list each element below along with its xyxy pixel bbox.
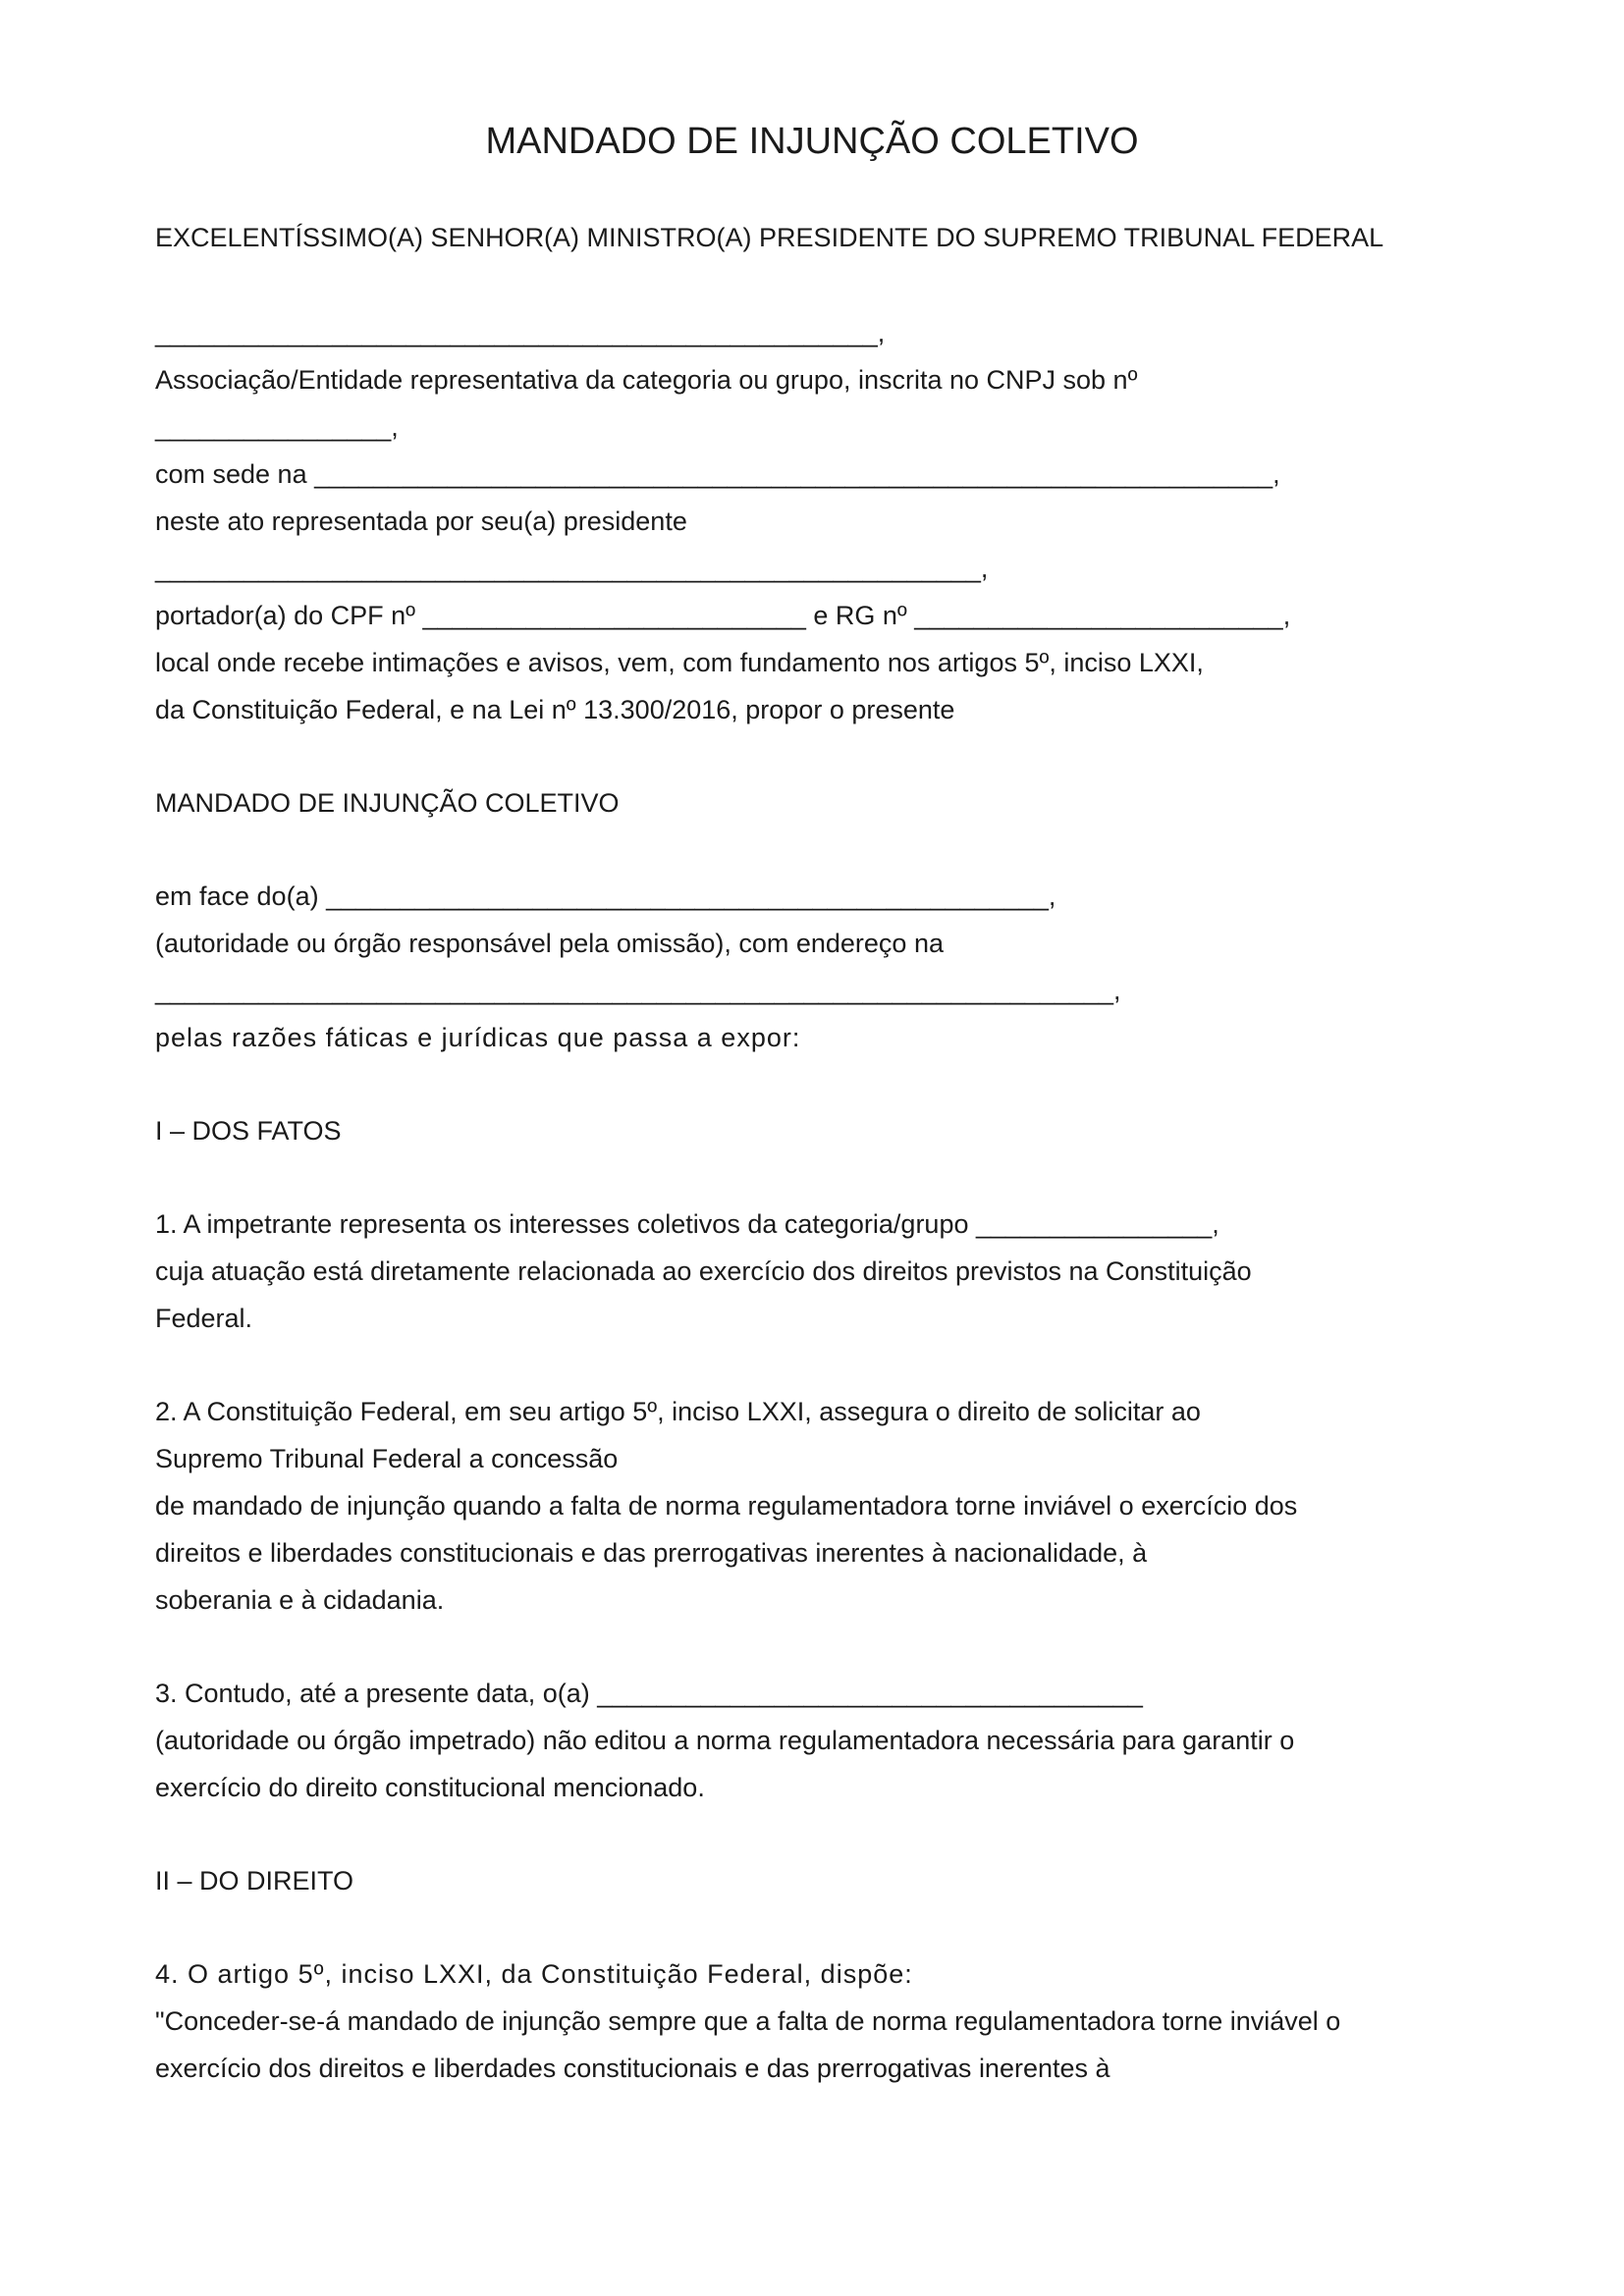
paragraph-4-line-3: exercício dos direitos e liberdades constitucionais e das prerrogativas inerentes à (155, 2054, 1110, 2083)
paragraph-2-line-3: de mandado de injunção quando a falta de norma regulamentadora torne inviável o exercício dos (155, 1491, 1298, 1521)
paragraph-1-line-1: 1. A impetrante representa os interesses coletivos da categoria/grupo ________________, (155, 1209, 1219, 1239)
addressee-line: EXCELENTÍSSIMO(A) SENHOR(A) MINISTRO(A) PRESIDENTE DO SUPREMO TRIBUNAL FEDERAL (155, 223, 1384, 252)
paragraph-4-line-2: "Conceder-se-á mandado de injunção sempre que a falta de norma regulamentadora torne inviável o (155, 2006, 1341, 2036)
legal-basis-line: da Constituição Federal, e na Lei nº 13.300/2016, propor o presente (155, 695, 955, 724)
cnpj-blank: ________________, (155, 412, 399, 442)
action-title-line: MANDADO DE INJUNÇÃO COLETIVO (155, 788, 620, 818)
paragraph-4-line-1: 4. O artigo 5º, inciso LXXI, da Constituição Federal, dispõe: (155, 1959, 913, 1989)
notifications-line: local onde recebe intimações e avisos, vem, com fundamento nos artigos 5º, inciso LXXI, (155, 648, 1204, 677)
representative-name-blank: ________________________________________________________, (155, 554, 989, 583)
paragraph-3-line-3: exercício do direito constitucional mencionado. (155, 1773, 705, 1802)
reasons-line: pelas razões fáticas e jurídicas que passa a expor: (155, 1023, 801, 1052)
headquarters-line: com sede na _________________________________________________________________, (155, 459, 1280, 489)
paragraph-1-line-3: Federal. (155, 1304, 253, 1333)
section-heading-facts: I – DOS FATOS (155, 1116, 342, 1146)
paragraph-2-line-5: soberania e à cidadania. (155, 1585, 445, 1615)
respondent-line: em face do(a) _________________________________________________, (155, 881, 1056, 911)
respondent-address-blank: _________________________________________________________________, (155, 976, 1121, 1005)
section-heading-law: II – DO DIREITO (155, 1866, 354, 1896)
paragraph-2-line-2: Supremo Tribunal Federal a concessão (155, 1444, 619, 1473)
paragraph-1-line-2: cuja atuação está diretamente relacionada ao exercício dos direitos previstos na Constituição (155, 1256, 1252, 1286)
paragraph-3-line-2: (autoridade ou órgão impetrado) não editou a norma regulamentadora necessária para garantir o (155, 1726, 1295, 1755)
paragraph-3-line-1: 3. Contudo, até a presente data, o(a) _____________________________________ (155, 1679, 1143, 1708)
entity-name-blank: _________________________________________________, (155, 318, 886, 347)
paragraph-2-line-1: 2. A Constituição Federal, em seu artigo 5º, inciso LXXI, assegura o direito de solicitar ao (155, 1397, 1201, 1426)
cpf-rg-line: portador(a) do CPF nº __________________________ e RG nº _________________________, (155, 601, 1291, 630)
entity-description-line: Associação/Entidade representativa da categoria ou grupo, inscrita no CNPJ sob nº (155, 365, 1138, 395)
respondent-description-line: (autoridade ou órgão responsável pela omissão), com endereço na (155, 929, 944, 958)
representative-line: neste ato representada por seu(a) presidente (155, 507, 687, 536)
paragraph-2-line-4: direitos e liberdades constitucionais e das prerrogativas inerentes à nacionalidade, à (155, 1538, 1148, 1568)
document-title: MANDADO DE INJUNÇÃO COLETIVO (485, 121, 1139, 162)
